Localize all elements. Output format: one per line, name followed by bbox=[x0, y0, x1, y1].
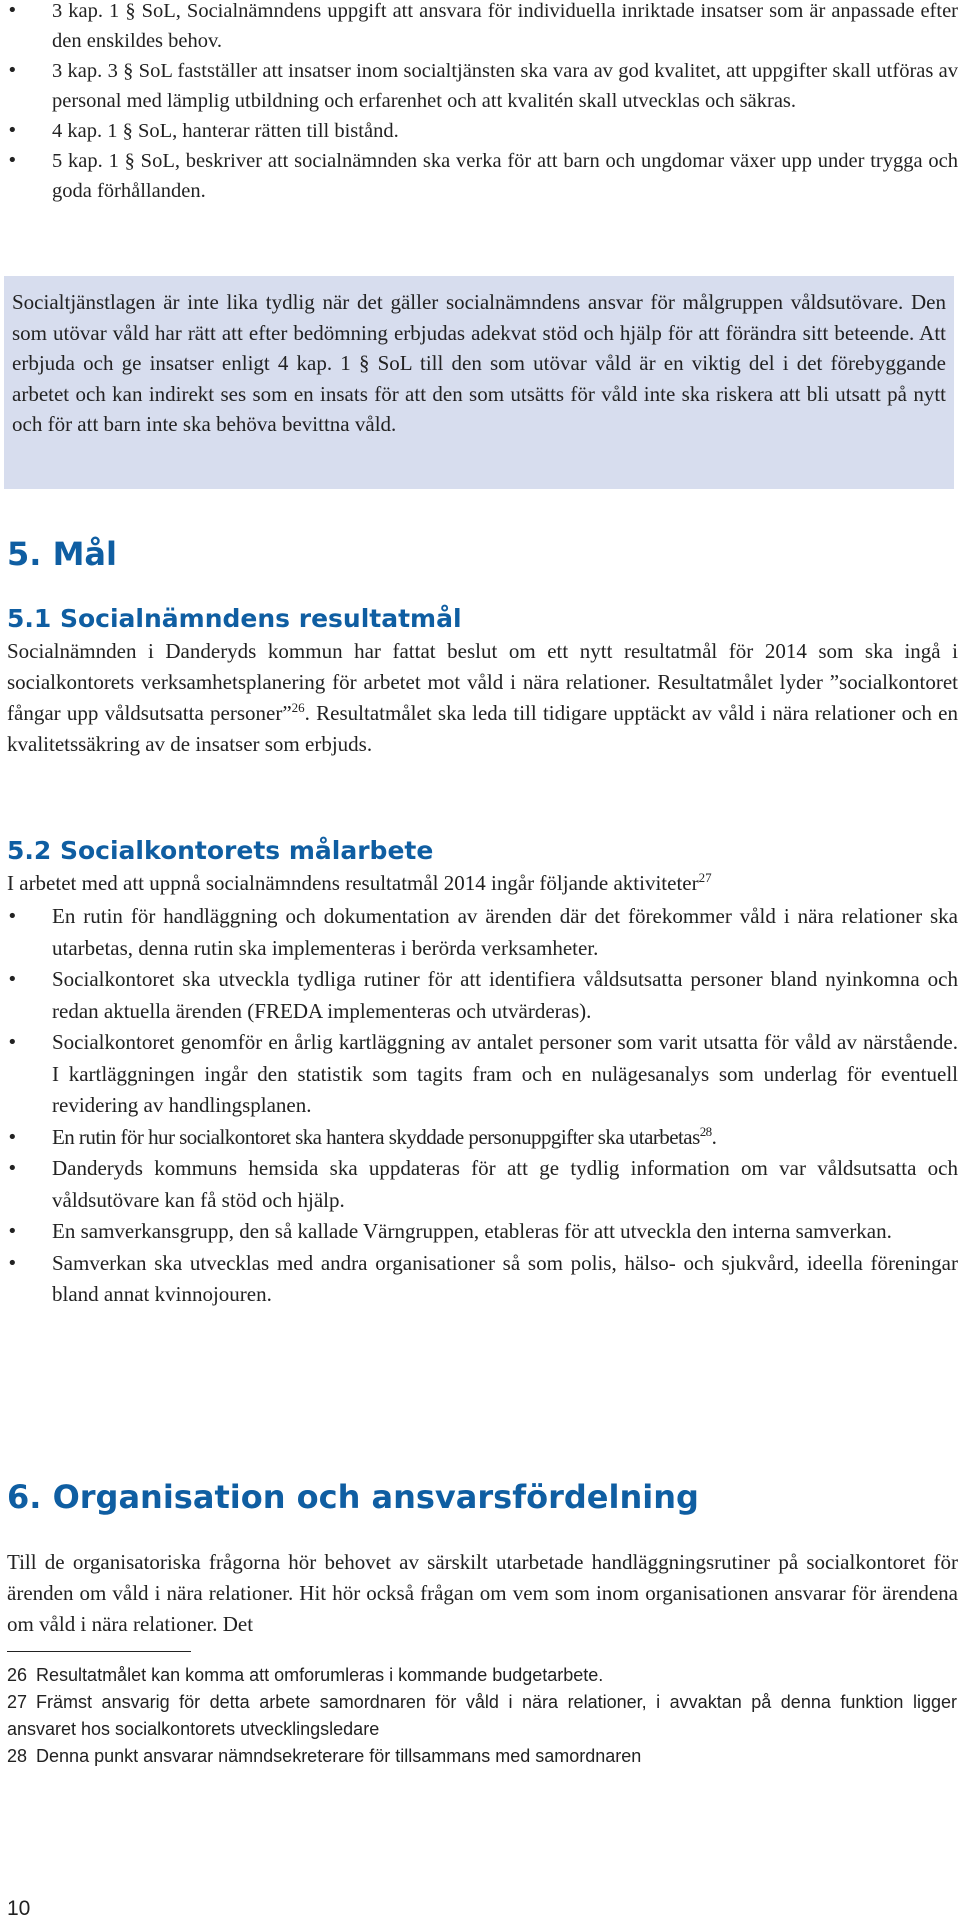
list-item: • Socialkontoret ska utveckla tydliga rutiner för att identifiera våldsutsatta personer bland nyinkomna och redan aktuella ärenden (FREDA implementeras och utvärderas). bbox=[7, 964, 958, 1027]
paragraph-text: . Resultatmålet ska leda till tidigare upptäckt av våld i nära relationer och en kvalitetssäkring av de insatser som erbjuds. bbox=[7, 701, 958, 756]
footnote-ref[interactable]: 27 bbox=[698, 870, 712, 885]
list-item: • Samverkan ska utvecklas med andra organisationer så som polis, hälso- och sjukvård, ideella föreningar bland annat kvinnojouren. bbox=[7, 1248, 958, 1311]
footnote-text: Resultatmålet kan komma att omforumleras i kommande budgetarbete. bbox=[36, 1665, 604, 1685]
paragraph-text: I arbetet med att uppnå socialnämndens resultatmål 2014 ingår följande aktiviteter bbox=[7, 871, 699, 895]
footnote-text: Denna punkt ansvarar nämndsekreterare för tillsammans med samordnaren bbox=[36, 1746, 642, 1766]
list-item: • 4 kap. 1 § SoL, hanterar rätten till bistånd. bbox=[7, 116, 958, 146]
list-item: • En samverkansgrupp, den så kallade Värngruppen, etableras för att utveckla den interna samverkan. bbox=[7, 1216, 958, 1248]
section-5-2 bbox=[7, 834, 958, 1311]
section-6-body bbox=[7, 1547, 958, 1640]
legal-references-list-container bbox=[7, 0, 958, 206]
section-5 bbox=[7, 534, 958, 574]
footnote-text: Främst ansvarig för detta arbete samordnaren för våld i nära relationer, i avvaktan på denna funktion ligger ansvaret hos socialkontorets utvecklingsledare bbox=[7, 1692, 957, 1739]
section-5-1 bbox=[7, 602, 958, 760]
footnote-number: 27 bbox=[7, 1692, 28, 1712]
list-item: • Danderyds kommuns hemsida ska uppdateras för att ge tydlig information om var våldsutsatta och våldsutövare kan få stöd och hjälp. bbox=[7, 1153, 958, 1216]
footnote bbox=[7, 1743, 957, 1770]
list-item: • En rutin för handläggning och dokumentation av ärenden där det förekommer våld i nära relationer ska utarbetas, denna rutin ska implementeras i berörda verksamheter. bbox=[7, 901, 958, 964]
section-6 bbox=[7, 1477, 958, 1517]
list-item: • Socialkontoret genomför en årlig kartläggning av antalet personer som varit utsatta för våld av närstående. I kartläggningen ingår den statistik som tagits fram och en nulägesanalys som underlag för eventuell revidering av handlingsplanen. bbox=[7, 1027, 958, 1122]
subsection-heading: 5.2 Socialkontorets målarbete bbox=[7, 836, 434, 865]
footnote-number: 26 bbox=[7, 1665, 28, 1685]
highlight-box bbox=[4, 276, 954, 489]
footnote-ref[interactable]: 26 bbox=[291, 700, 305, 715]
list-item: • 3 kap. 1 § SoL, Socialnämndens uppgift att ansvara för individuella inriktade insatser som är anpassade efter den enskildes behov. bbox=[7, 0, 958, 56]
list-item: • En rutin för hur socialkontoret ska hantera skyddade personuppgifter ska utarbetas$^{28}$. bbox=[7, 1122, 958, 1154]
highlight-text: Socialtjänstlagen är inte lika tydlig när det gäller socialnämndens ansvar för målgruppen våldsutövare. Den som utövar våld har rätt att efter bedömning erbjudas adekvat stöd och hjälp för att förändra sitt beteende. Att erbjuda och ge insatser enligt 4 kap. 1 § SoL till den som utövar våld är en viktig del i det förebyggande arbetet och kan indirekt ses som en insats för att den som utsätts för våld inte ska riskera att bli utsatt på nytt och för att barn inte ska behöva bevittna våld. bbox=[12, 290, 946, 436]
footnote bbox=[7, 1662, 957, 1689]
page-number: 10 bbox=[7, 1897, 31, 1920]
footnote-number: 28 bbox=[7, 1746, 28, 1766]
footnotes bbox=[7, 1662, 957, 1770]
footnote-ref[interactable]: 28 bbox=[699, 1123, 712, 1139]
subsection-heading: 5.1 Socialnämndens resultatmål bbox=[7, 604, 462, 633]
paragraph: Till de organisatoriska frågorna hör behovet av särskilt utarbetade handläggningsrutiner på socialkontoret för ärenden om våld i nära relationer. Hit hör också frågan om vem som inom organisationen ansvarar för ärendena om våld i nära relationer. Det bbox=[7, 1550, 958, 1636]
footnote-divider bbox=[7, 1651, 191, 1652]
list-item: • 5 kap. 1 § SoL, beskriver att socialnämnden ska verka för att barn och ungdomar växer upp under trygga och goda förhållanden. bbox=[7, 146, 958, 206]
footnote bbox=[7, 1689, 957, 1743]
activities-list bbox=[7, 901, 958, 1311]
section-heading: 5. Mål bbox=[7, 535, 117, 573]
section-heading: 6. Organisation och ansvarsfördelning bbox=[7, 1478, 699, 1516]
paragraph-text: Socialnämnden i Danderyds kommun har fattat beslut om ett nytt resultatmål för 2014 som ska ingå i socialkontorets verksamhetsplanering för arbetet mot våld i nära relationer. Resultatmålet lyder ”socialkontoret fångar upp våldsutsatta personer” bbox=[7, 639, 958, 725]
legal-references-list bbox=[7, 0, 958, 206]
paragraph bbox=[7, 636, 958, 760]
paragraph bbox=[7, 868, 958, 899]
list-item: • 3 kap. 3 § SoL fastställer att insatser inom socialtjänsten ska vara av god kvalitet, att uppgifter skall utföras av personal med lämplig utbildning och erfarenhet och att kvalitén skall utvecklas och säkras. bbox=[7, 56, 958, 116]
